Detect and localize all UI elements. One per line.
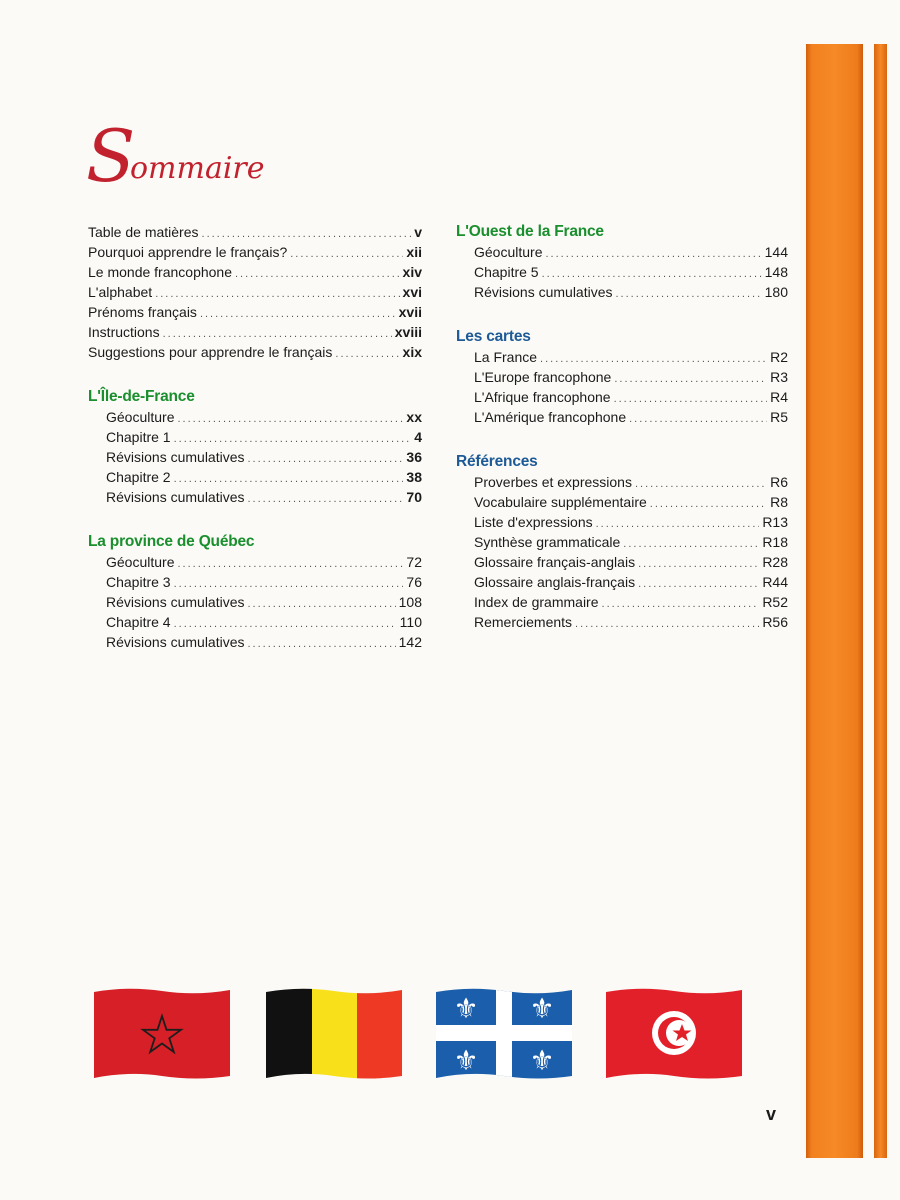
- toc-entry[interactable]: Chapitre 1 ..... 4: [88, 427, 422, 447]
- page-number: v: [766, 1104, 777, 1124]
- toc-entry[interactable]: Chapitre 4 ..... 110: [88, 612, 422, 632]
- toc-entry[interactable]: Géoculture ..... 72: [88, 552, 422, 572]
- orange-side-stripe: [874, 44, 887, 1158]
- orange-side-bar: [806, 44, 863, 1158]
- svg-text:⚜: ⚜: [529, 1044, 555, 1077]
- toc-entry[interactable]: Liste d'expressions ..... R13: [456, 512, 788, 532]
- page-title: [86, 112, 316, 196]
- toc-intro-section: [88, 222, 422, 362]
- section-heading[interactable]: L'Ouest de la France: [456, 223, 604, 240]
- toc-entry[interactable]: Synthèse grammaticale ..... R18: [456, 532, 788, 552]
- svg-text:⚜: ⚜: [453, 1044, 479, 1077]
- toc-entry[interactable]: L'alphabet ..... xvi: [88, 282, 422, 302]
- toc-entry[interactable]: L'Amérique francophone ..... R5: [456, 407, 788, 427]
- toc-entry[interactable]: Révisions cumulatives ..... 70: [88, 487, 422, 507]
- title-initial: S: [86, 114, 136, 198]
- toc-entry[interactable]: Chapitre 5 ..... 148: [456, 262, 788, 282]
- toc-entry[interactable]: Glossaire anglais-français ..... R44: [456, 572, 788, 592]
- toc-entry[interactable]: Révisions cumulatives ..... 36: [88, 447, 422, 467]
- toc-entry[interactable]: Chapitre 3 ..... 76: [88, 572, 422, 592]
- morocco-flag-icon: [94, 986, 230, 1080]
- toc-entry[interactable]: Table de matières ..... v: [88, 222, 422, 242]
- section-heading[interactable]: L'Île-de-France: [88, 388, 195, 405]
- toc-entry[interactable]: L'Afrique francophone ..... R4: [456, 387, 788, 407]
- toc-left-column: [88, 222, 422, 677]
- toc-entry[interactable]: Pourquoi apprendre le français? ..... xii: [88, 242, 422, 262]
- toc-section-ile-de-france: [88, 387, 422, 507]
- tunisia-flag-icon: [606, 986, 742, 1080]
- toc-entry[interactable]: Géoculture ..... 144: [456, 242, 788, 262]
- toc-entry[interactable]: Instructions ..... xviii: [88, 322, 422, 342]
- svg-text:⚜: ⚜: [453, 992, 479, 1025]
- title-rest: ommaire: [130, 151, 265, 186]
- toc-entry[interactable]: Suggestions pour apprendre le français ..... xix: [88, 342, 422, 362]
- svg-text:⚜: ⚜: [529, 992, 555, 1025]
- section-heading[interactable]: La province de Québec: [88, 533, 255, 550]
- toc-entry[interactable]: Vocabulaire supplémentaire ..... R8: [456, 492, 788, 512]
- toc-entry[interactable]: Prénoms français ..... xvii: [88, 302, 422, 322]
- quebec-flag-icon: [436, 986, 572, 1080]
- toc-section-cartes: [456, 327, 788, 427]
- section-heading[interactable]: Les cartes: [456, 328, 531, 345]
- toc-entry[interactable]: La France ..... R2: [456, 347, 788, 367]
- toc-entry[interactable]: Géoculture ..... xx: [88, 407, 422, 427]
- toc-entry[interactable]: Révisions cumulatives ..... 180: [456, 282, 788, 302]
- toc-entry[interactable]: Révisions cumulatives ..... 142: [88, 632, 422, 652]
- belgium-flag-icon: [266, 986, 402, 1080]
- toc-entry[interactable]: Révisions cumulatives ..... 108: [88, 592, 422, 612]
- toc-section-ouest: [456, 222, 788, 302]
- toc-entry[interactable]: Chapitre 2 ..... 38: [88, 467, 422, 487]
- toc-section-references: [456, 452, 788, 632]
- toc-entry[interactable]: Index de grammaire ..... R52: [456, 592, 788, 612]
- toc-section-quebec: [88, 532, 422, 652]
- toc-entry[interactable]: Remerciements ..... R56: [456, 612, 788, 632]
- toc-right-column: [456, 222, 788, 657]
- toc-entry[interactable]: Le monde francophone ..... xiv: [88, 262, 422, 282]
- toc-entry[interactable]: Glossaire français-anglais ..... R28: [456, 552, 788, 572]
- section-heading[interactable]: Références: [456, 453, 538, 470]
- toc-entry[interactable]: L'Europe francophone ..... R3: [456, 367, 788, 387]
- toc-entry[interactable]: Proverbes et expressions ..... R6: [456, 472, 788, 492]
